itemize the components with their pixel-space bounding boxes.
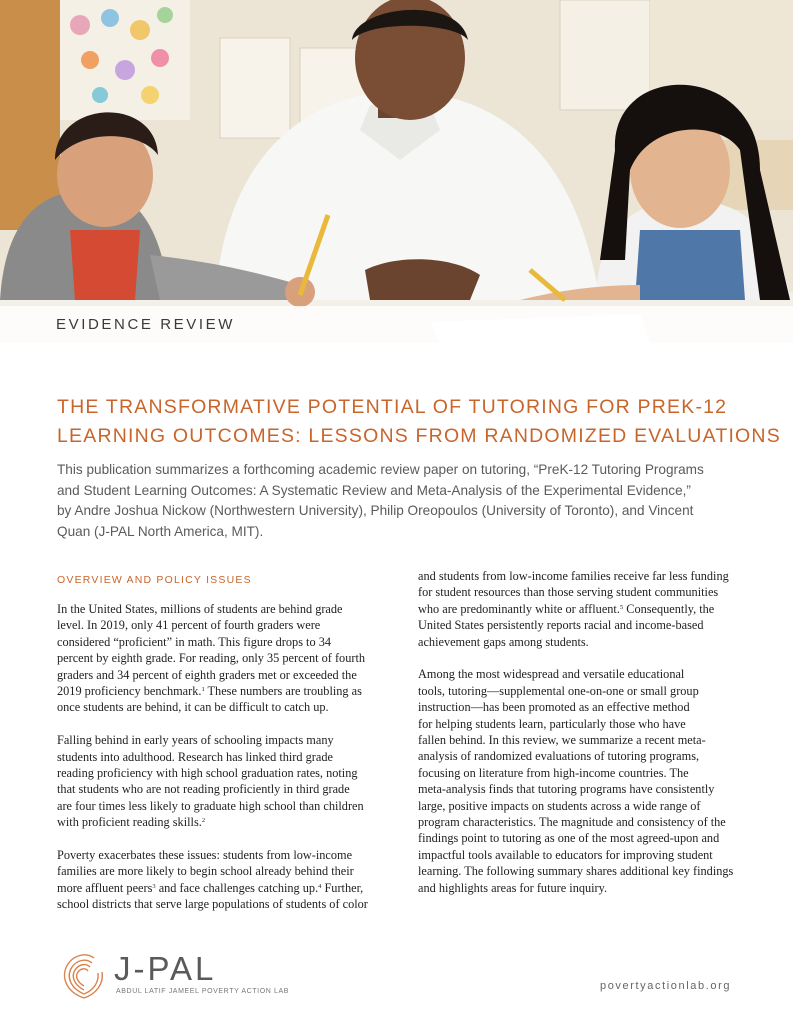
paragraph	[57, 847, 387, 913]
jpal-logo-subtitle: ABDUL LATIF JAMEEL POVERTY ACTION LAB	[116, 988, 290, 995]
text-line: Poverty exacerbates these issues: students from low-income	[57, 848, 353, 863]
title-line-1: THE TRANSFORMATIVE POTENTIAL OF TUTORING FOR PREK-12	[57, 396, 728, 418]
text-line: students into adulthood. Research has linked third grade	[57, 749, 333, 764]
text-line: findings point to tutoring as one of the most agreed-upon and	[418, 831, 720, 846]
document-title	[57, 393, 781, 451]
right-column	[418, 568, 748, 913]
text-line: are four times less likely to graduate high school than children	[57, 798, 364, 813]
text-line: percent by eighth grade. For reading, only 35 percent of fourth	[57, 651, 366, 666]
title-line-2: LEARNING OUTCOMES: LESSONS FROM RANDOMIZED EVALUATIONS	[57, 425, 781, 447]
text-line: focusing on literature from high-income countries. The	[418, 765, 689, 780]
text-line: large, positive impacts on students across a wide range of	[418, 798, 701, 813]
text-line: analysis of randomized evaluations of tutoring programs,	[418, 749, 700, 764]
footnote-ref[interactable]: 5	[619, 603, 624, 611]
jpal-logo-wordmark[interactable]: J-PAL	[114, 950, 217, 987]
text-fragment: who are predominantly white or affluent.	[418, 601, 620, 616]
text-line: meta-analysis finds that tutoring programs have consistently	[418, 782, 715, 797]
text-fragment: and face challenges catching up.	[155, 880, 319, 895]
text-fragment: more affluent peers	[57, 880, 153, 895]
paragraph	[418, 568, 748, 650]
footnote-ref[interactable]: 4	[318, 882, 322, 890]
paragraph	[418, 666, 748, 896]
text-line: tools, tutoring—supplemental one-on-one or small group	[418, 683, 699, 698]
text-line	[418, 601, 748, 617]
paragraph	[57, 732, 387, 830]
classroom-photo-illustration	[0, 0, 793, 343]
text-line: families are more likely to begin school already behind their	[57, 864, 354, 879]
text-line: learning. The following summary shares additional key findings	[418, 864, 734, 879]
text-fragment: with proficient reading skills.	[57, 815, 202, 830]
text-line: that students who are not reading proficiently in third grade	[57, 782, 350, 797]
text-fragment: 2019 proficiency benchmark.	[57, 684, 202, 699]
footer-url-link[interactable]: povertyactionlab.org	[600, 980, 732, 992]
text-line: for helping students learn, particularly those who have	[418, 716, 686, 731]
text-line	[57, 683, 387, 699]
intro-paragraph	[57, 460, 747, 542]
text-line: graders and 34 percent of eighth graders met or exceeded the	[57, 667, 357, 682]
text-line: In the United States, millions of students are behind grade	[57, 602, 343, 616]
footnote-ref[interactable]: 3	[152, 882, 156, 890]
text-line: Falling behind in early years of schooling impacts many	[57, 733, 334, 748]
text-fragment: Further,	[321, 880, 364, 895]
text-line	[57, 814, 387, 830]
text-line: United States persistently reports racial and income-based	[418, 618, 704, 633]
footnote-ref[interactable]: 1	[201, 686, 205, 694]
jpal-swirl-icon[interactable]	[54, 942, 114, 1002]
text-line: program characteristics. The magnitude and consistency of the	[418, 815, 726, 830]
intro-line: by Andre Joshua Nickow (Northwestern University), Philip Oreopoulos (University of Toronto), and Vincent	[57, 503, 694, 518]
text-line: achievement gaps among students.	[418, 634, 589, 649]
text-line	[57, 880, 387, 896]
text-line: and students from low-income families receive far less funding	[418, 569, 729, 583]
text-line: considered “proficient” in math. This figure drops to 34	[57, 634, 331, 649]
text-line: instruction—has been promoted as an effective method	[418, 700, 690, 715]
left-column	[57, 601, 387, 929]
text-line: fallen behind. In this review, we summarize a recent meta-	[418, 733, 706, 748]
text-line: once students are behind, it can be difficult to catch up.	[57, 700, 329, 715]
text-line: school districts that serve large populations of students of color	[57, 897, 368, 912]
intro-line: Quan (J-PAL North America, MIT).	[57, 523, 264, 539]
intro-line: This publication summarizes a forthcoming academic review paper on tutoring, “PreK-12 Tutoring Programs	[57, 462, 704, 477]
footnote-ref[interactable]: 2	[201, 817, 206, 825]
text-line: for student resources than those serving student communities	[418, 585, 719, 600]
text-line: impactful tools available to educators for improving student	[418, 847, 713, 862]
text-fragment: Consequently, the	[623, 601, 715, 616]
text-line: level. In 2019, only 41 percent of fourth graders were	[57, 618, 321, 633]
text-line: Among the most widespread and versatile educational	[418, 667, 685, 682]
hero-photo	[0, 0, 793, 343]
paragraph	[57, 601, 387, 716]
section-heading: OVERVIEW AND POLICY ISSUES	[57, 574, 252, 586]
text-fragment: These numbers are troubling as	[204, 684, 362, 699]
intro-line: and Student Learning Outcomes: A Systematic Review and Meta-Analysis of the Experimental Evidence,”	[57, 482, 691, 498]
text-line: reading proficiency with high school graduation rates, noting	[57, 766, 358, 781]
text-line: and highlights areas for future inquiry.	[418, 880, 608, 895]
section-label: EVIDENCE REVIEW	[56, 316, 236, 333]
